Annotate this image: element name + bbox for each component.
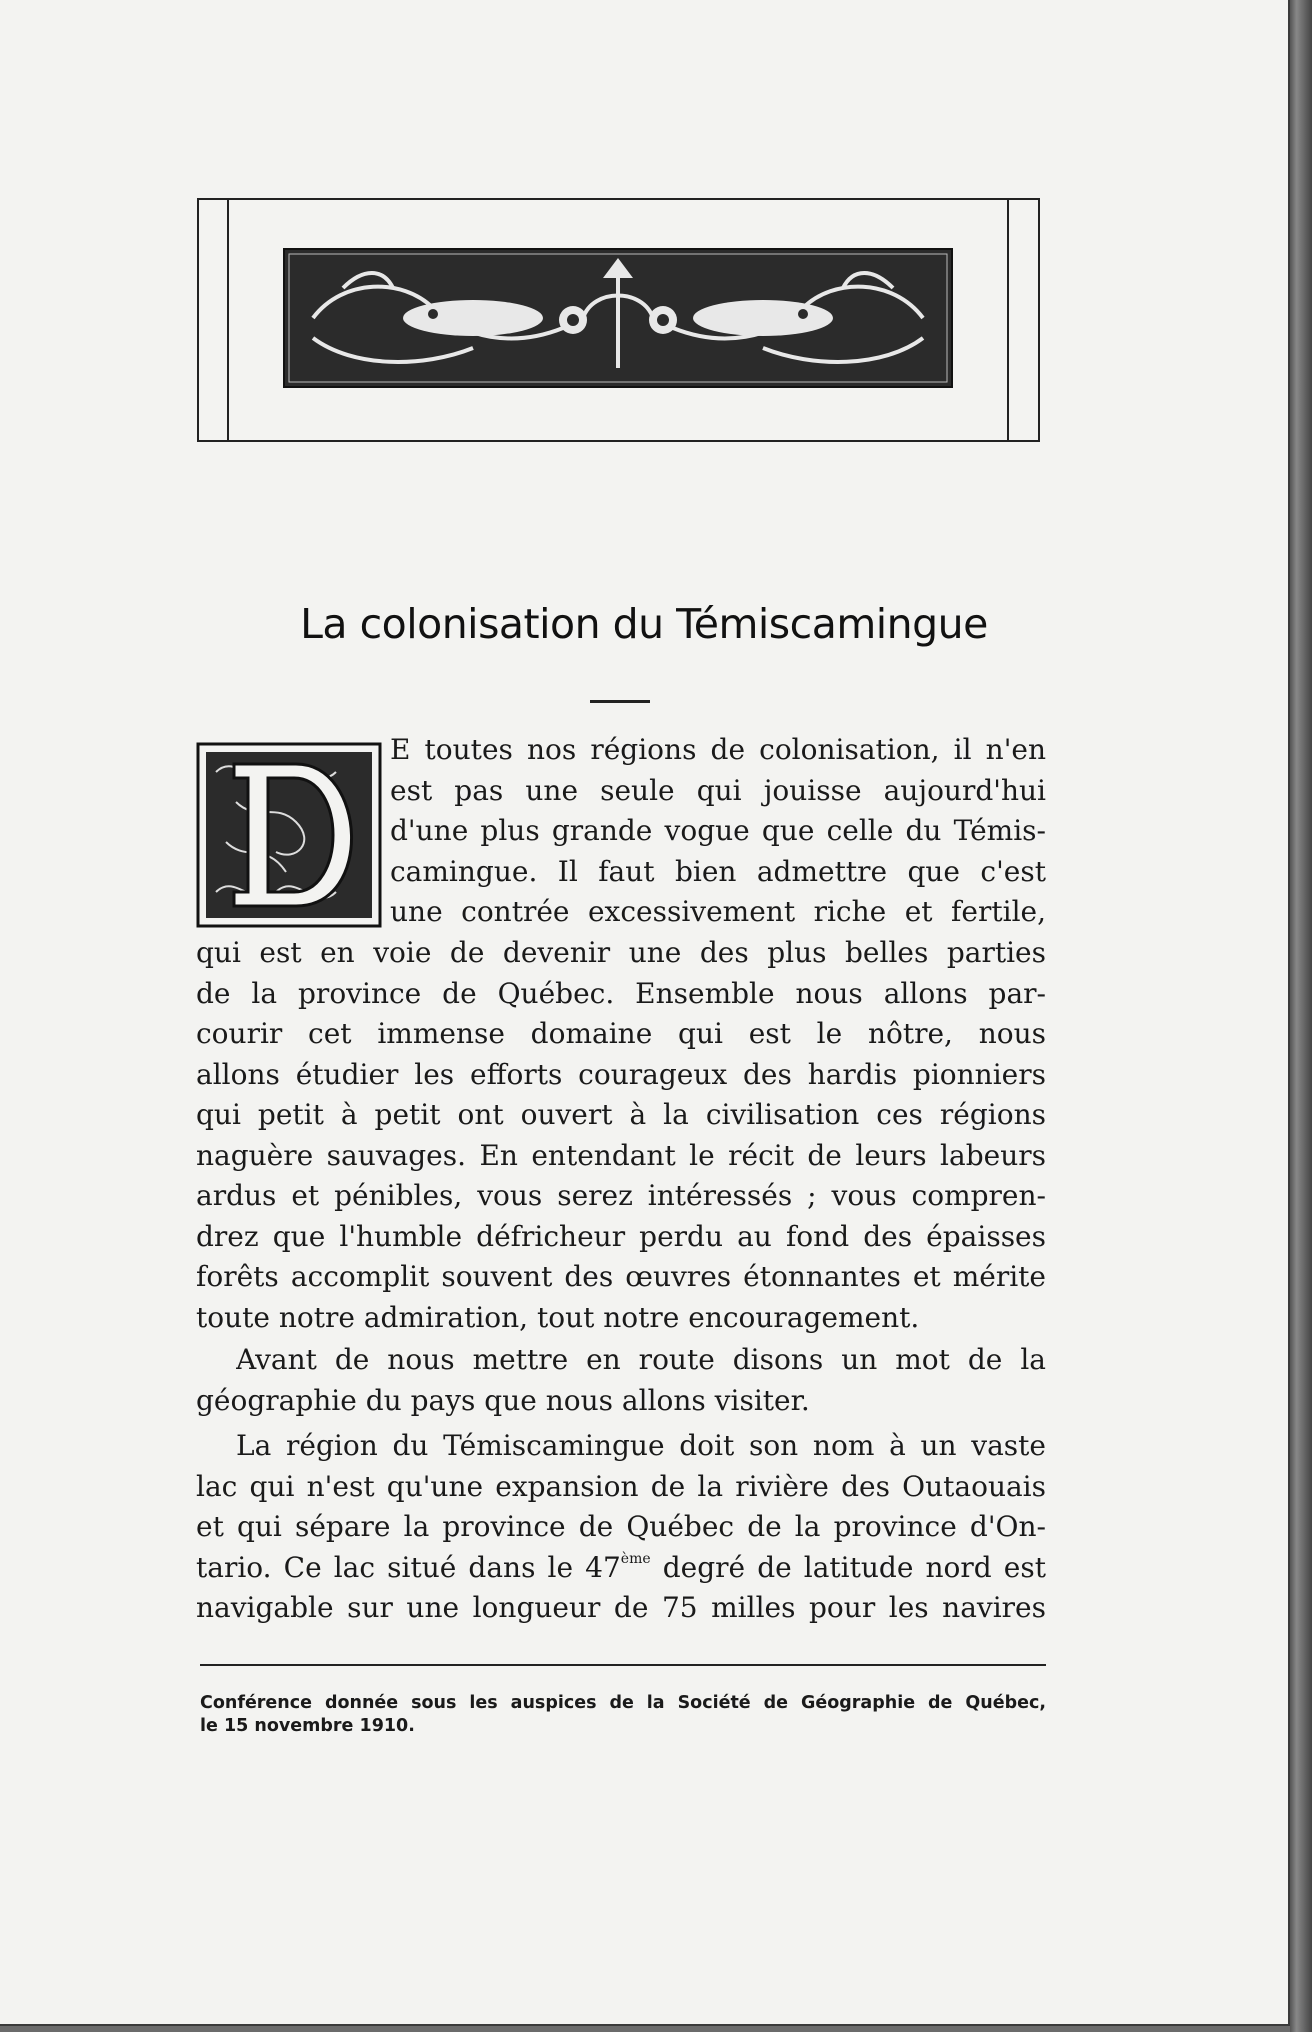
text-line: drez que l'humble défricheur perdu au fond des épaisses [196,1219,1046,1253]
text-line: ardus et pénibles, vous serez intéressés ; vous compren- [196,1179,1046,1212]
text-line: qui est en voie de devenir une des plus belles parties [196,936,1046,969]
text-line: naguère sauvages. En entendant le récit de leurs labeurs [196,1138,1046,1172]
text-line: et qui sépare la province de Québec de la province d'On- [196,1510,1046,1543]
text-line: navigable sur une longueur de 75 milles pour les navires [196,1591,1046,1624]
title-divider [590,700,650,703]
footnote-rule [200,1664,1046,1666]
footnote [200,1692,1046,1738]
text-line: camingue. Il faut bien admettre que c'est [390,854,1046,888]
footnote-line: le 15 novembre 1910. [200,1716,415,1736]
scan-binding-edge [1290,0,1312,2032]
text-line: Avant de nous mettre en route disons un mot de la [236,1343,1046,1376]
paragraph-1-body [196,933,1046,1338]
svg-text:D: D [196,742,197,743]
text-line: toute notre admiration, tout notre encouragement. [196,1300,920,1334]
text-line: est pas une seule qui jouisse aujourd'hui [390,773,1046,807]
text-line: qui petit à petit ont ouvert à la civilisation ces régions [196,1098,1046,1131]
text-line: de la province de Québec. Ensemble nous allons par- [196,976,1046,1010]
text-line: lac qui n'est qu'une expansion de la rivière des Outaouais [196,1469,1046,1503]
dolphin-ornament-icon [283,248,953,388]
text-line: géographie du pays que nous allons visiter. [196,1383,810,1417]
page-title: La colonisation du Témiscamingue [300,600,988,648]
ornamental-headpiece [197,198,1040,442]
footnote-line: Conférence donnée sous les auspices de la Société de Géographie de Québec, [200,1693,1046,1713]
text-line: La région du Témiscamingue doit son nom à un vaste [236,1429,1046,1462]
paragraph-2 [196,1340,1046,1421]
drop-cap-d-icon [196,742,382,928]
text-line: courir cet immense domaine qui est le nôtre, nous [196,1017,1046,1050]
text-line: E toutes nos régions de colonisation, il n'en [390,733,1046,766]
text-line: forêts accomplit souvent des œuvres étonnantes et mérite [196,1260,1046,1293]
text-line: allons étudier les efforts courageux des hardis pionniers [196,1057,1046,1091]
text-line: d'une plus grande vogue que celle du Témis- [390,814,1046,847]
text-line: tario. Ce lac situé dans le 47ème degré de latitude nord est [196,1550,1046,1584]
paragraph-1-opening [390,730,1046,933]
text-line: une contrée excessivement riche et fertile, [390,895,1046,928]
paragraph-3 [196,1426,1046,1629]
